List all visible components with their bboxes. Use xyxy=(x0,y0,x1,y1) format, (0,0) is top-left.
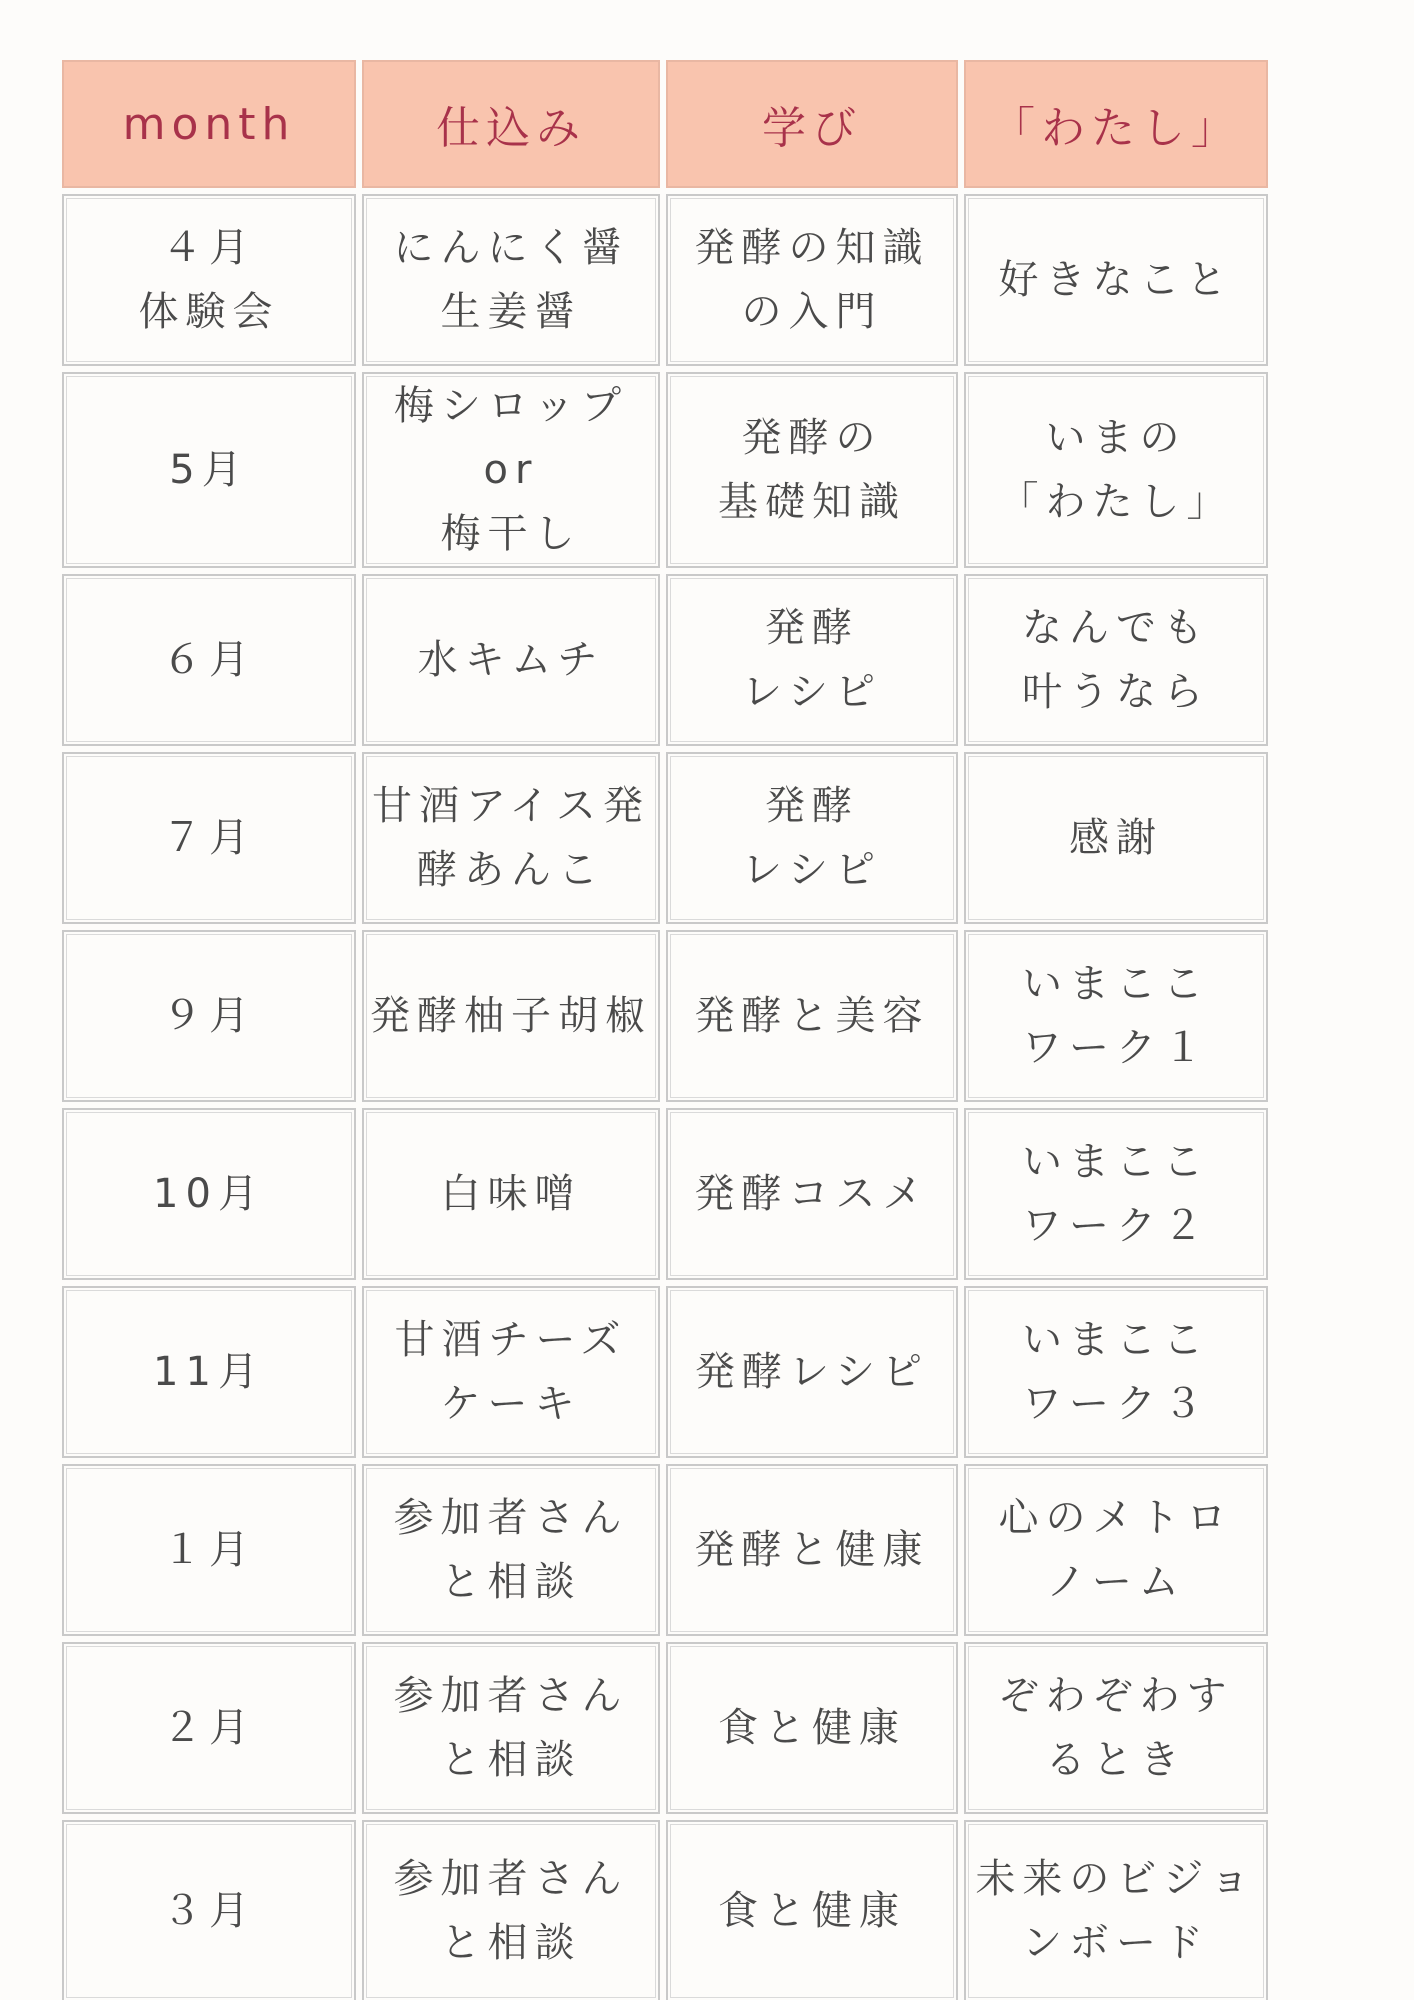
cell-month: 11月 xyxy=(62,1286,356,1458)
cell-self: 感謝 xyxy=(964,752,1268,924)
cell-learning: 食と健康 xyxy=(666,1642,958,1814)
cell-preparation: 参加者さん と相談 xyxy=(362,1820,660,2000)
cell-self: いまここ ワーク１ xyxy=(964,930,1268,1102)
cell-month: ２月 xyxy=(62,1642,356,1814)
cell-self: なんでも 叶うなら xyxy=(964,574,1268,746)
cell-learning: 発酵コスメ xyxy=(666,1108,958,1280)
table-row xyxy=(62,1820,1268,2000)
cell-learning: 発酵の 基礎知識 xyxy=(666,372,958,568)
header-row xyxy=(62,60,1268,188)
cell-self: ぞわぞわす るとき xyxy=(964,1642,1268,1814)
cell-self: 心のメトロ ノーム xyxy=(964,1464,1268,1636)
header-month: month xyxy=(62,60,356,188)
cell-preparation: 甘酒アイス発 酵あんこ xyxy=(362,752,660,924)
cell-month: ４月 体験会 xyxy=(62,194,356,366)
cell-preparation: 水キムチ xyxy=(362,574,660,746)
cell-month: ９月 xyxy=(62,930,356,1102)
table-row xyxy=(62,1642,1268,1814)
cell-month: ６月 xyxy=(62,574,356,746)
cell-preparation: 白味噌 xyxy=(362,1108,660,1280)
header-learning: 学び xyxy=(666,60,958,188)
cell-self: 好きなこと xyxy=(964,194,1268,366)
table-row xyxy=(62,574,1268,746)
table-row xyxy=(62,1464,1268,1636)
table-row xyxy=(62,930,1268,1102)
cell-month: ７月 xyxy=(62,752,356,924)
table-row xyxy=(62,1108,1268,1280)
table-row xyxy=(62,752,1268,924)
cell-month: 10月 xyxy=(62,1108,356,1280)
cell-learning: 発酵 レシピ xyxy=(666,574,958,746)
cell-month: 5月 xyxy=(62,372,356,568)
cell-self: 未来のビジョ ンボード xyxy=(964,1820,1268,2000)
table-row xyxy=(62,372,1268,568)
header-self: 「わたし」 xyxy=(964,60,1268,188)
cell-learning: 発酵と健康 xyxy=(666,1464,958,1636)
cell-self: いまの 「わたし」 xyxy=(964,372,1268,568)
cell-learning: 発酵と美容 xyxy=(666,930,958,1102)
cell-learning: 発酵 レシピ xyxy=(666,752,958,924)
cell-learning: 食と健康 xyxy=(666,1820,958,2000)
schedule-table xyxy=(56,54,1274,2000)
cell-month: １月 xyxy=(62,1464,356,1636)
header-preparation: 仕込み xyxy=(362,60,660,188)
table-row xyxy=(62,1286,1268,1458)
cell-preparation: 甘酒チーズ ケーキ xyxy=(362,1286,660,1458)
cell-preparation: 参加者さん と相談 xyxy=(362,1642,660,1814)
cell-month: ３月 xyxy=(62,1820,356,2000)
cell-learning: 発酵レシピ xyxy=(666,1286,958,1458)
cell-self: いまここ ワーク３ xyxy=(964,1286,1268,1458)
cell-preparation: 発酵柚子胡椒 xyxy=(362,930,660,1102)
cell-preparation: にんにく醤 生姜醤 xyxy=(362,194,660,366)
cell-self: いまここ ワーク２ xyxy=(964,1108,1268,1280)
table-row xyxy=(62,194,1268,366)
cell-preparation: 梅シロップ or 梅干し xyxy=(362,372,660,568)
cell-learning: 発酵の知識 の入門 xyxy=(666,194,958,366)
cell-preparation: 参加者さん と相談 xyxy=(362,1464,660,1636)
